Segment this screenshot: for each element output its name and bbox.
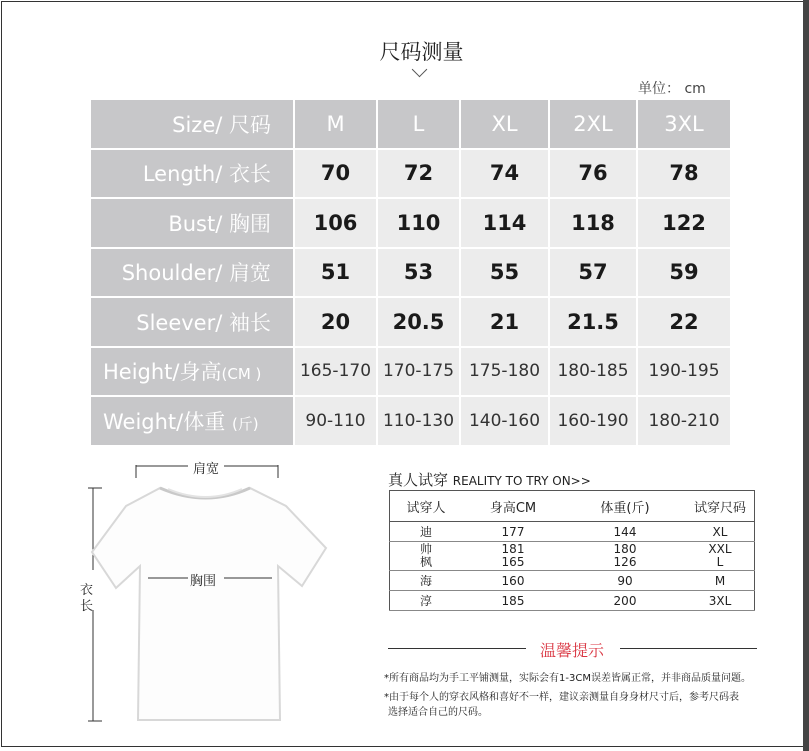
tryon-table: [389, 490, 755, 611]
tryon-title-en: REALITY TO TRY ON>>: [452, 474, 591, 488]
table-cell: 200: [564, 591, 686, 611]
divider: [388, 648, 526, 649]
table-cell: 21.5: [550, 298, 636, 346]
tryon-title-cn: 真人试穿: [388, 471, 449, 489]
table-cell: 180-185: [550, 348, 636, 396]
table-cell: 20.5: [378, 298, 459, 346]
row-label: Sleever/ 袖长: [91, 298, 293, 346]
table-cell: 3XL: [686, 591, 755, 611]
size-col-header: M: [295, 100, 376, 148]
table-cell: 78: [638, 150, 730, 198]
col-header: 试穿人: [390, 491, 463, 522]
page-title: 尺码测量: [379, 40, 464, 64]
table-cell: 118: [550, 199, 636, 247]
table-cell: 140-160: [461, 397, 548, 445]
table-cell: 70: [295, 150, 376, 198]
row-label: [91, 348, 293, 396]
table-cell: 110: [378, 199, 459, 247]
size-header-label: Size/ 尺码: [91, 100, 293, 148]
table-row: [91, 348, 730, 396]
col-header: 体重(斤): [564, 491, 686, 522]
divider: [620, 648, 757, 649]
size-col-header: 3XL: [638, 100, 730, 148]
table-cell: 淳: [390, 591, 463, 611]
unit-label: 单位： cm: [638, 81, 706, 97]
table-cell: 55: [461, 249, 548, 297]
row-label: Length/ 衣长: [91, 150, 293, 198]
table-cell: 106: [295, 199, 376, 247]
table-cell: M: [686, 571, 755, 591]
table-row: [91, 150, 730, 198]
table-cell: 21: [461, 298, 548, 346]
table-row: [390, 522, 755, 542]
table-cell: 59: [638, 249, 730, 297]
table-cell: 180 126: [564, 542, 686, 571]
length-label: 衣长: [80, 583, 94, 614]
tryon-title: [388, 469, 591, 490]
table-row: [91, 298, 730, 346]
tshirt-diagram: [88, 458, 338, 728]
table-cell: 76: [550, 150, 636, 198]
table-row: [91, 397, 730, 445]
table-cell: XXL L: [686, 542, 755, 571]
table-cell: 帅 枫: [390, 542, 463, 571]
table-cell: 190-195: [638, 348, 730, 396]
tips-title: 温馨提示: [540, 641, 605, 660]
col-header: 身高CM: [462, 491, 564, 522]
note-3: 选择适合自己的尺码。: [388, 707, 488, 718]
table-cell: 160-190: [550, 397, 636, 445]
table-cell: 180-210: [638, 397, 730, 445]
table-cell: 122: [638, 199, 730, 247]
height-label: Height/身高: [103, 360, 222, 385]
note-1: *所有商品均为手工平铺测量，实际会有1-3CM误差皆属正常，并非商品质量问题。: [384, 673, 751, 684]
row-label: Bust/ 胸围: [91, 199, 293, 247]
table-cell: 144: [564, 522, 686, 542]
table-cell: 20: [295, 298, 376, 346]
right-border: [803, 0, 809, 751]
table-row: [91, 199, 730, 247]
table-cell: 165-170: [295, 348, 376, 396]
weight-label: Weight/体重: [103, 409, 226, 434]
table-cell: 22: [638, 298, 730, 346]
tryon-header-row: [390, 491, 755, 522]
table-cell: 57: [550, 249, 636, 297]
table-cell: 90-110: [295, 397, 376, 445]
table-cell: XL: [686, 522, 755, 542]
shoulder-label: 肩宽: [193, 462, 220, 477]
table-row: [390, 542, 755, 571]
chest-label: 胸围: [190, 574, 217, 589]
size-header-row: [91, 100, 730, 148]
table-cell: 53: [378, 249, 459, 297]
table-cell: 迪: [390, 522, 463, 542]
table-cell: 114: [461, 199, 548, 247]
table-cell: 177: [462, 522, 564, 542]
size-col-header: XL: [461, 100, 548, 148]
row-label: Shoulder/ 肩宽: [91, 249, 293, 297]
size-col-header: 2XL: [550, 100, 636, 148]
table-cell: 170-175: [378, 348, 459, 396]
table-cell: 110-130: [378, 397, 459, 445]
weight-unit: (斤): [231, 414, 259, 433]
table-cell: 90: [564, 571, 686, 591]
row-label: [91, 397, 293, 445]
table-cell: 175-180: [461, 348, 548, 396]
table-cell: 185: [462, 591, 564, 611]
table-cell: 74: [461, 150, 548, 198]
table-cell: 160: [462, 571, 564, 591]
table-row: [390, 591, 755, 611]
size-col-header: L: [378, 100, 459, 148]
note-2: *由于每个人的穿衣风格和喜好不一样，建议亲测量自身身材尺寸后，参考尺码表: [384, 692, 739, 703]
table-row: [390, 571, 755, 591]
table-cell: 72: [378, 150, 459, 198]
table-cell: 海: [390, 571, 463, 591]
table-cell: 181 165: [462, 542, 564, 571]
table-row: [91, 249, 730, 297]
col-header: 试穿尺码: [686, 491, 755, 522]
size-table: [89, 98, 732, 447]
table-cell: 51: [295, 249, 376, 297]
height-unit: (CM ): [221, 365, 262, 384]
